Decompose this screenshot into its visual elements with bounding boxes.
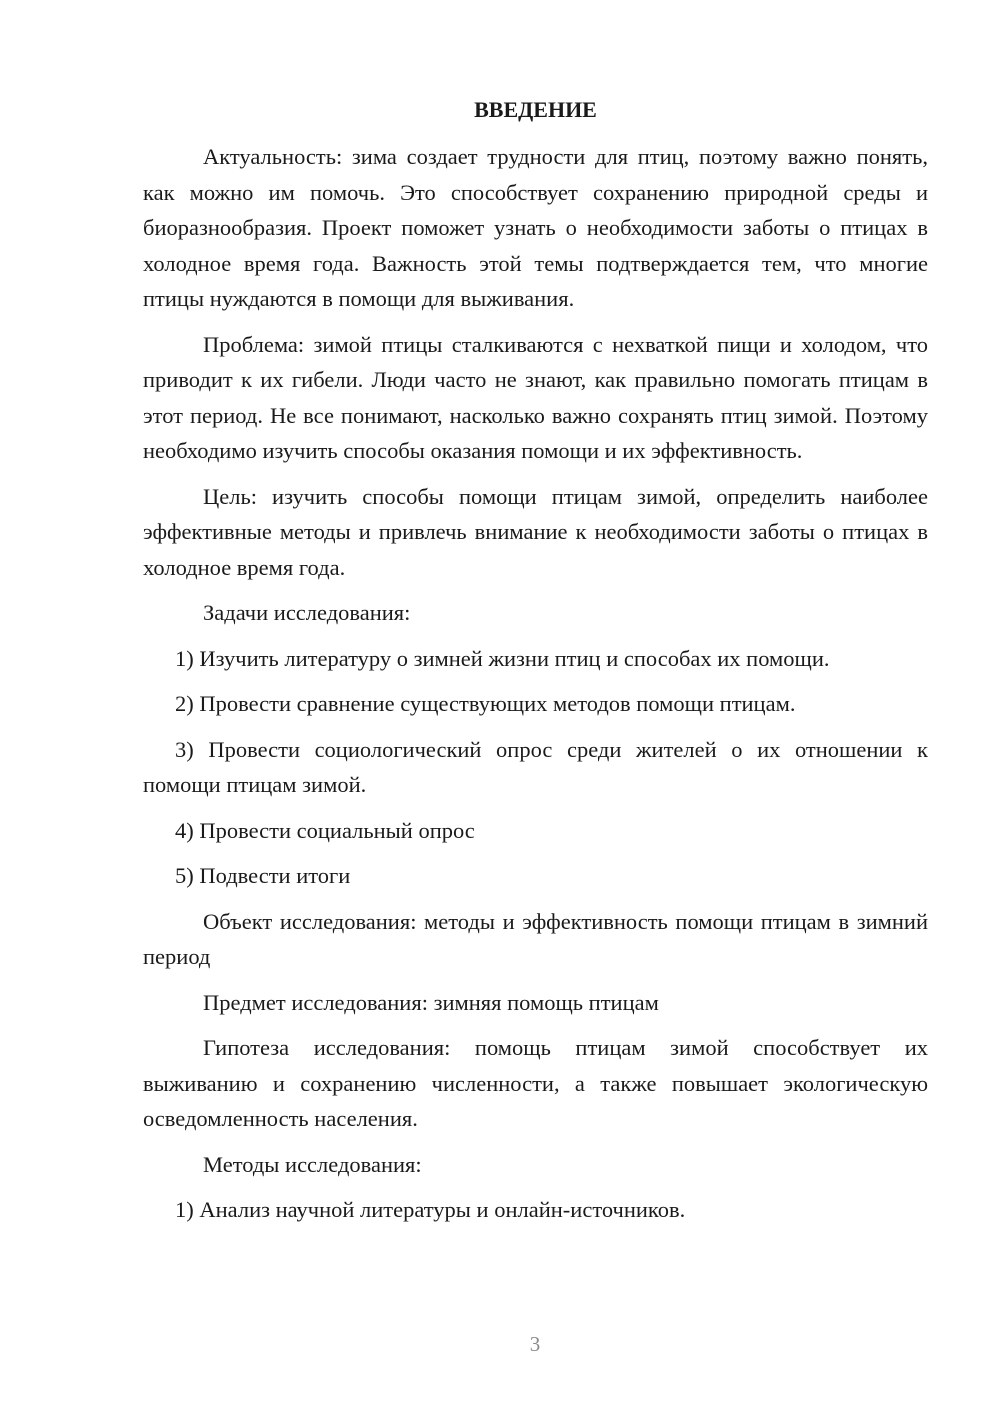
section-title: ВВЕДЕНИЕ (474, 97, 597, 122)
object-paragraph: Объект исследования: методы и эффективность помощи птицам в зимний период (143, 908, 928, 969)
document-body (143, 95, 928, 1238)
page-number: 3 (529, 1332, 541, 1356)
goal-paragraph: Цель: изучить способы помощи птицам зимой, определить наиболее эффективные методы и привлечь внимание к необходимости заботы о птицах в холодное время года. (143, 483, 928, 580)
task-item: 1) Изучить литературу о зимней жизни птиц и способах их помощи. (175, 645, 830, 671)
task-item: 2) Провести сравнение существующих методов помощи птицам. (175, 691, 796, 716)
hypothesis-paragraph: Гипотеза исследования: помощь птицам зимой способствует их выживанию и сохранению численности, а также повышает экологическую осведомленность населения. (143, 1035, 928, 1131)
task-item: 4) Провести социальный опрос (175, 817, 475, 843)
task-item: 3) Провести социологический опрос среди жителей о их отношении к помощи птицам зимой. (143, 736, 928, 797)
task-item: 5) Подвести итоги (175, 863, 351, 888)
tasks-heading: Задачи исследования: (203, 600, 411, 625)
relevance-paragraph: Актуальность: зима создает трудности для птиц, поэтому важно понять, как можно им помочь. Это способствует сохранению природной среды и биоразнообразия. Проект поможет узнать о необходимости заботы о птицах в холодное время года. Важность этой темы подтверждается тем, что многие птицы нуждаются в помощи для выживания. (143, 144, 928, 311)
problem-paragraph: Проблема: зимой птицы сталкиваются с нехваткой пищи и холодом, что приводит к их гибели. Люди часто не знают, как правильно помогать птицам в этот период. Не все понимают, насколько важно сохранять птиц зимой. Поэтому необходимо изучить способы оказания помощи и их эффективность. (143, 331, 928, 463)
method-item: 1) Анализ научной литературы и онлайн-источников. (175, 1197, 686, 1222)
subject-paragraph: Предмет исследования: зимняя помощь птицам (203, 989, 659, 1015)
methods-heading: Методы исследования: (203, 1151, 422, 1177)
